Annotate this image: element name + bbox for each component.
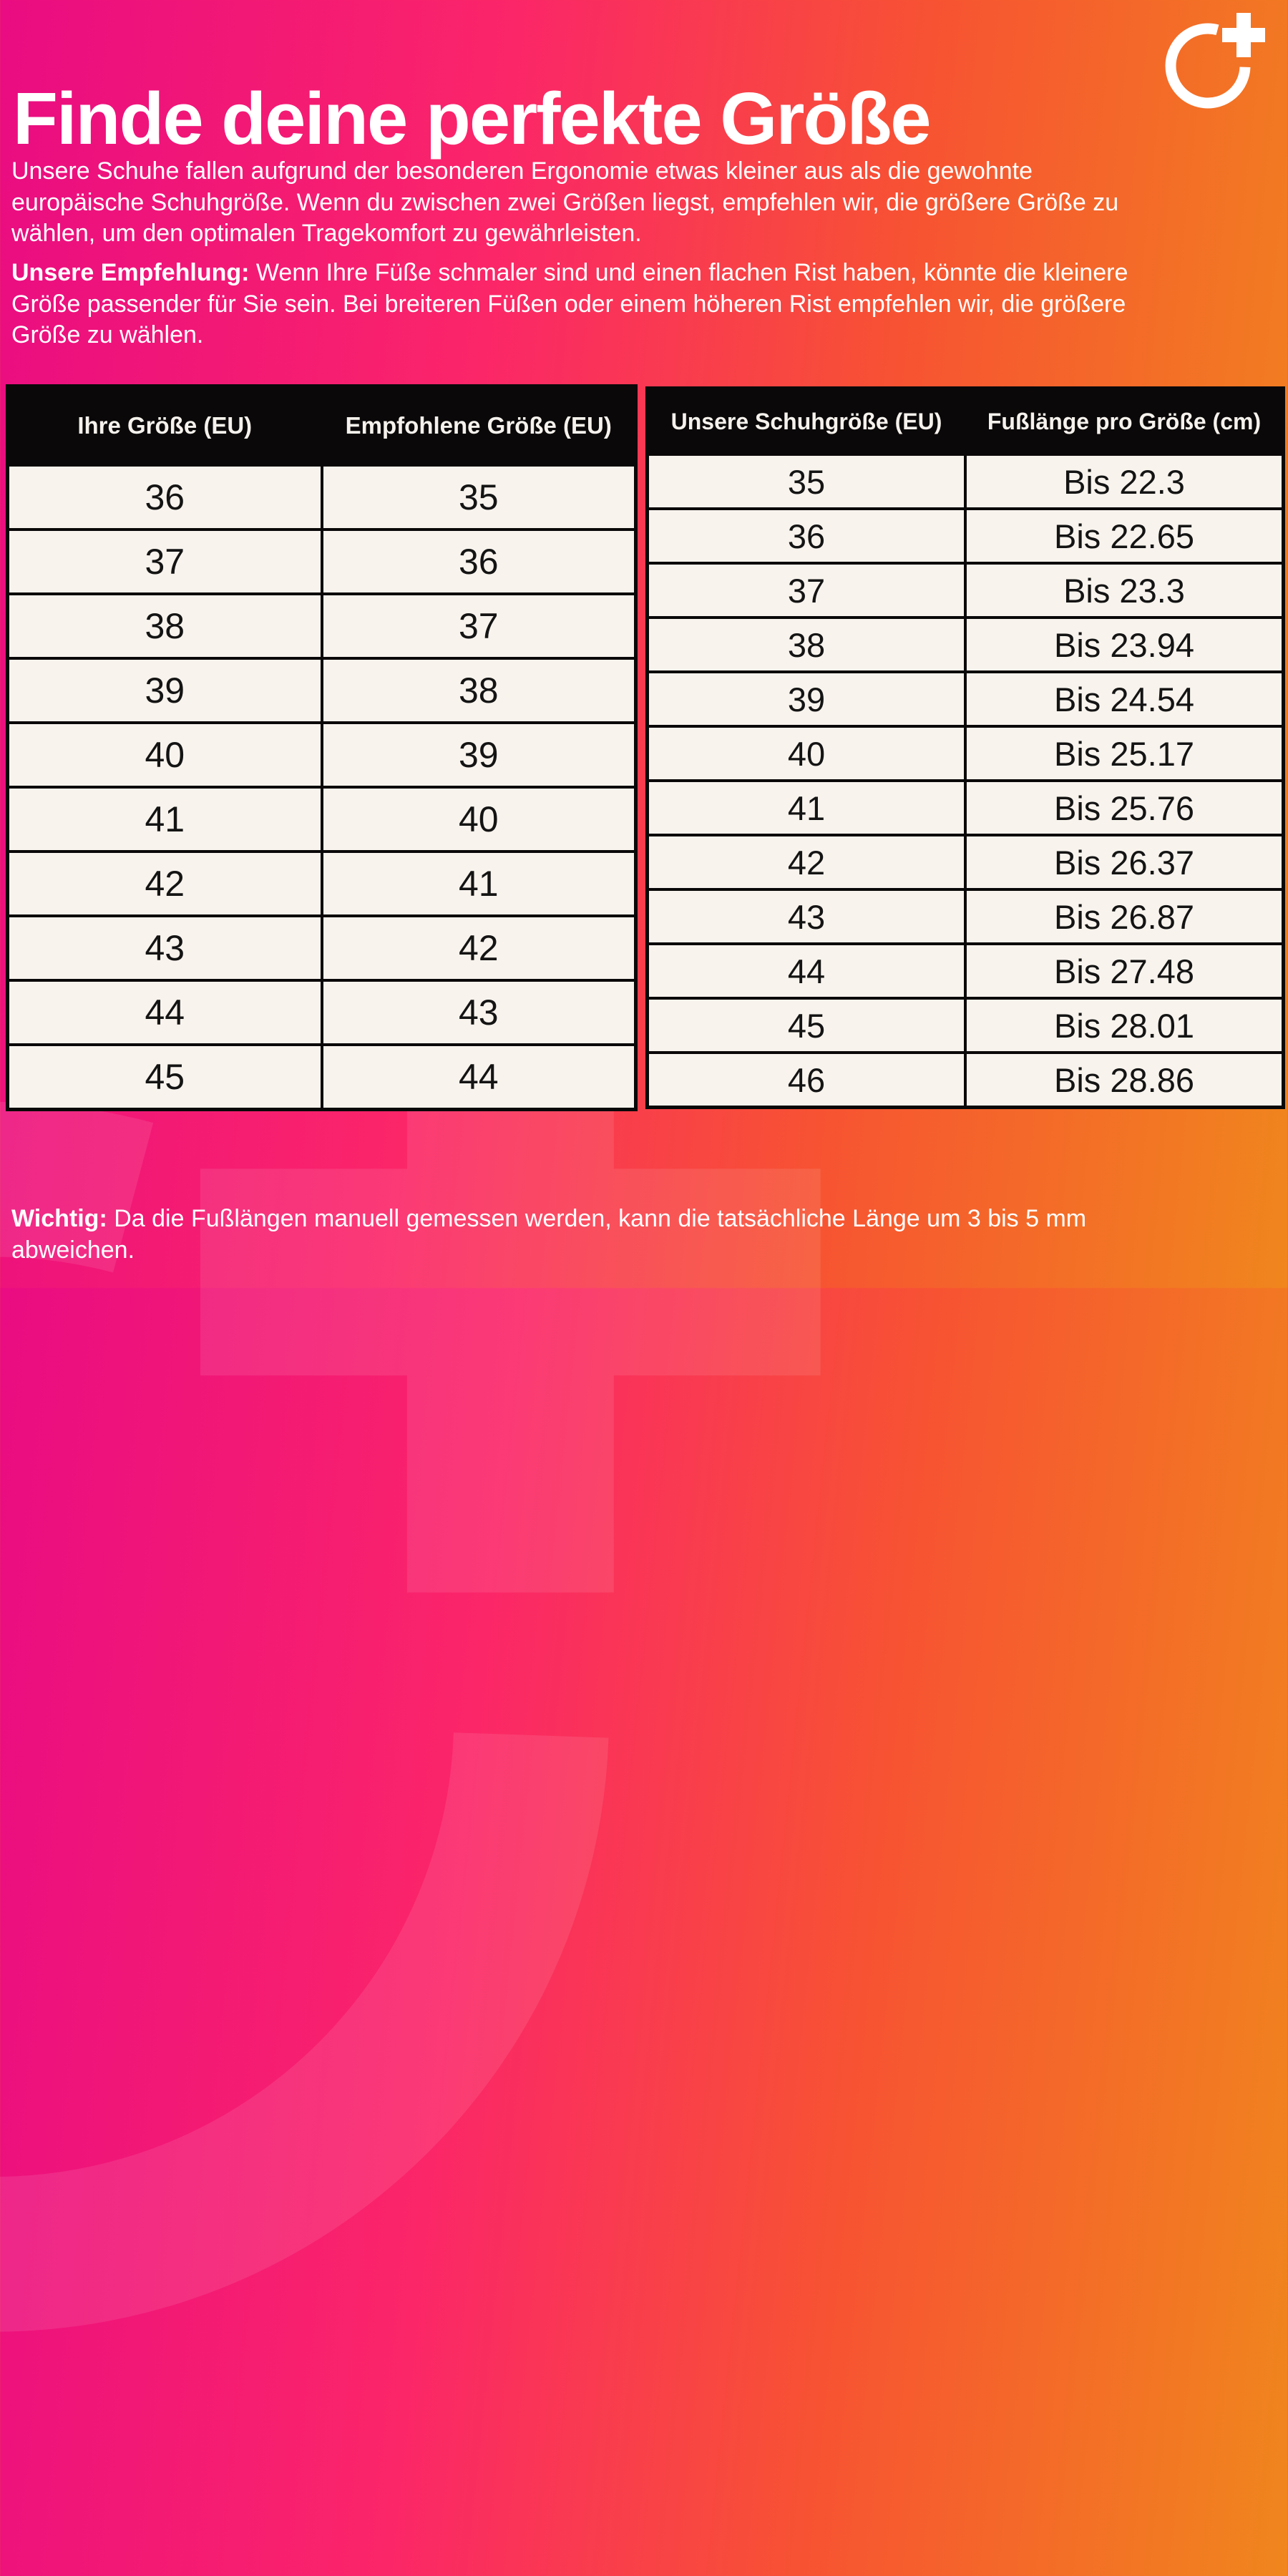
recommendation-text: Wenn Ihre Füße schmaler sind und einen flachen Rist haben, könnte die kleinere Größe passender für Sie sein. Bei breiteren Füßen oder einem höheren Rist empfehlen wir, die größere Größe zu wählen.: [11, 259, 1128, 349]
table-cell: Bis 23.3: [965, 563, 1284, 618]
table-row: [8, 594, 636, 658]
note-text: Da die Fußlängen manuell gemessen werden, kann die tatsächliche Länge um 3 bis 5 mm abweichen.: [11, 1205, 1087, 1264]
table-cell: 44: [8, 980, 322, 1045]
table-row: [8, 980, 636, 1045]
table-cell: Bis 28.01: [965, 998, 1284, 1053]
table-cell: 41: [8, 787, 322, 852]
table-cell: Bis 25.17: [965, 726, 1284, 781]
table-cell: Bis 23.94: [965, 618, 1284, 672]
table-row: [8, 723, 636, 787]
table-row: [8, 1045, 636, 1110]
foot-length-table-header: [648, 389, 1284, 455]
table-cell: Bis 25.76: [965, 781, 1284, 835]
table-cell: Bis 22.65: [965, 509, 1284, 563]
table-cell: 38: [322, 658, 636, 723]
table-cell: 39: [648, 672, 966, 726]
table-cell: 46: [648, 1053, 966, 1108]
table-cell: 42: [322, 916, 636, 980]
table-row: [648, 618, 1284, 672]
table-cell: Bis 22.3: [965, 454, 1284, 509]
column-header-our-shoe-size: Unsere Schuhgröße (EU): [648, 389, 966, 455]
table-cell: 37: [648, 563, 966, 618]
intro-paragraph: Unsere Schuhe fallen aufgrund der besonderen Ergonomie etwas kleiner aus als die gewohnte europäische Schuhgröße. Wenn du zwischen zwei Größen liegst, empfehlen wir, die größere Größe zu wählen, um den optimalen Tragekomfort zu gewährleisten.: [11, 157, 1119, 248]
note-paragraph: [11, 1204, 1106, 1266]
recommendation-paragraph: [11, 258, 1135, 351]
table-cell: 43: [648, 889, 966, 944]
table-cell: 41: [322, 852, 636, 916]
size-conversion-table: [6, 384, 638, 1111]
table-cell: 35: [322, 465, 636, 530]
page-title: Finde deine perfekte Größe: [13, 77, 930, 160]
table-cell: 38: [8, 594, 322, 658]
table-row: [8, 465, 636, 530]
table-cell: 36: [8, 465, 322, 530]
table-cell: Bis 26.37: [965, 835, 1284, 889]
size-conversion-table-header: [8, 386, 636, 466]
column-header-your-size: Ihre Größe (EU): [8, 386, 322, 466]
table-cell: Bis 28.86: [965, 1053, 1284, 1108]
table-row: [648, 1053, 1284, 1108]
recommendation-label: Unsere Empfehlung:: [11, 259, 250, 286]
table-cell: Bis 24.54: [965, 672, 1284, 726]
table-cell: Bis 27.48: [965, 944, 1284, 998]
table-cell: 44: [322, 1045, 636, 1110]
table-row: [8, 916, 636, 980]
table-row: [8, 852, 636, 916]
table-cell: 44: [648, 944, 966, 998]
foot-length-table: [645, 386, 1285, 1109]
table-row: [8, 787, 636, 852]
table-cell: 43: [322, 980, 636, 1045]
column-header-recommended-size: Empfohlene Größe (EU): [322, 386, 636, 466]
table-cell: 42: [648, 835, 966, 889]
table-cell: Bis 26.87: [965, 889, 1284, 944]
table-row: [648, 509, 1284, 563]
table-row: [648, 563, 1284, 618]
table-row: [648, 998, 1284, 1053]
table-cell: 36: [648, 509, 966, 563]
table-cell: 39: [322, 723, 636, 787]
table-cell: 43: [8, 916, 322, 980]
table-cell: 45: [648, 998, 966, 1053]
table-cell: 38: [648, 618, 966, 672]
table-row: [648, 835, 1284, 889]
table-row: [648, 672, 1284, 726]
table-row: [648, 944, 1284, 998]
table-cell: 40: [322, 787, 636, 852]
table-row: [648, 781, 1284, 835]
circle-plus-logo-icon: [1158, 13, 1287, 135]
table-cell: 40: [8, 723, 322, 787]
table-cell: 35: [648, 454, 966, 509]
table-row: [648, 889, 1284, 944]
column-header-foot-length: Fußlänge pro Größe (cm): [965, 389, 1284, 455]
table-row: [8, 658, 636, 723]
table-cell: 41: [648, 781, 966, 835]
table-cell: 36: [322, 530, 636, 594]
brand-watermark-icon: [0, 952, 1131, 2576]
table-cell: 45: [8, 1045, 322, 1110]
note-label: Wichtig:: [11, 1205, 107, 1232]
table-row: [648, 454, 1284, 509]
table-cell: 42: [8, 852, 322, 916]
table-cell: 39: [8, 658, 322, 723]
table-row: [648, 726, 1284, 781]
table-cell: 37: [8, 530, 322, 594]
table-row: [8, 530, 636, 594]
table-cell: 40: [648, 726, 966, 781]
table-cell: 37: [322, 594, 636, 658]
